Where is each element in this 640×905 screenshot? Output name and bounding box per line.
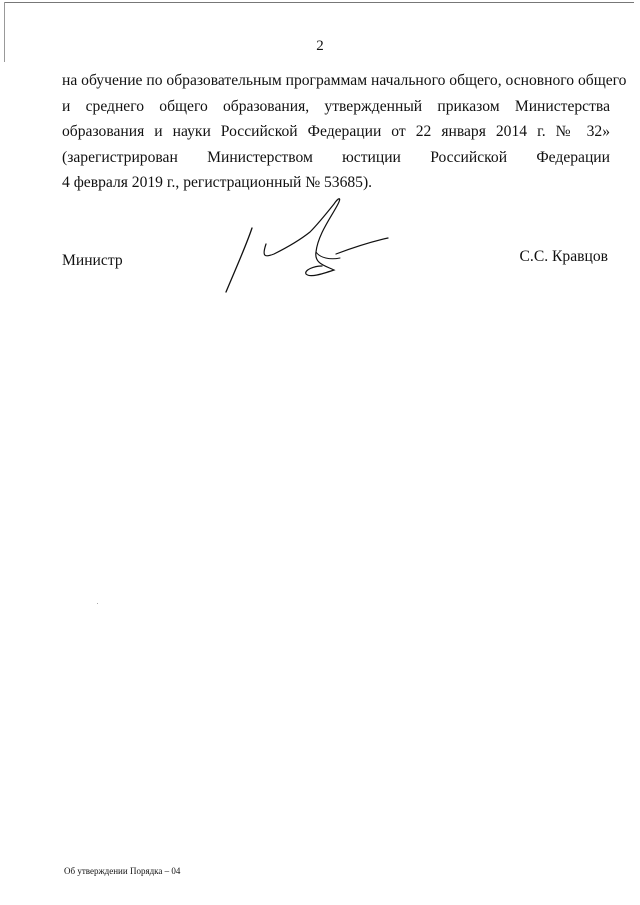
handwritten-signature [222,196,392,296]
signatory-name: С.С. Кравцов [519,248,608,265]
page-number: 2 [316,38,324,54]
body-line-1: на обучение по образовательным программам начального общего, основного общего [62,72,627,89]
body-line-5: 4 февраля 2019 г., регистрационный № 53685). [62,174,373,191]
body-line-4: (зарегистрирован Министерством юстиции Российской Федерации [62,148,610,166]
signatory-title: Министр [62,252,123,269]
footer-document-code: Об утверждении Порядка – 04 [64,866,181,876]
body-line-3: образования и науки Российской Федерации от 22 января 2014 г. № 32» [62,123,610,140]
body-line-2: и среднего общего образования, утвержденный приказом Министерства [62,97,610,115]
body-paragraph [62,68,627,196]
scan-top-edge [4,2,634,3]
scan-speck [97,603,98,604]
